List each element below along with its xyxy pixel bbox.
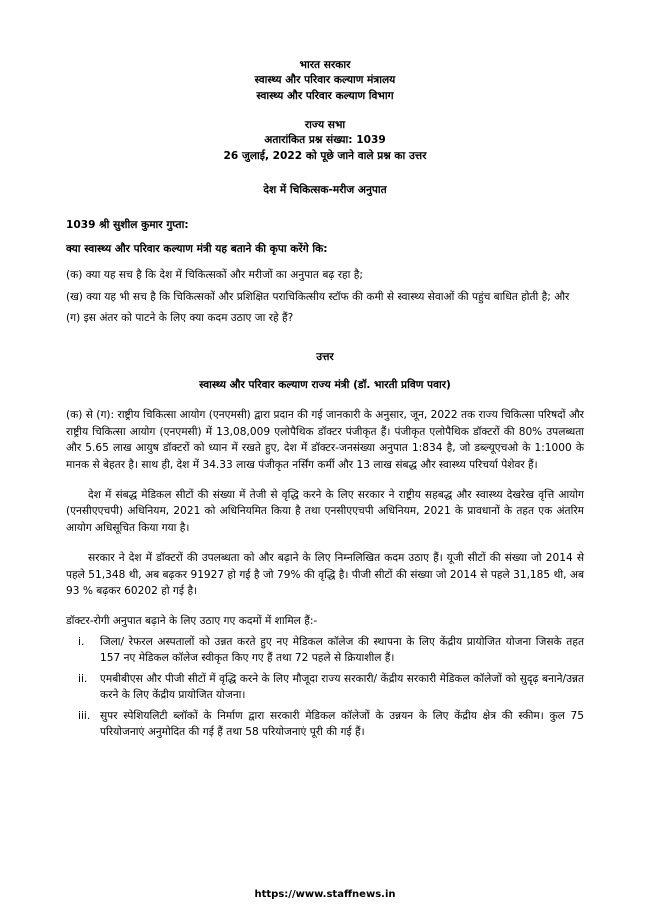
question-list — [66, 267, 584, 326]
list-item — [66, 634, 584, 667]
question-number-label: अतारांकित प्रश्न संख्या: 1039 — [264, 134, 386, 147]
list-item-number: ii. — [78, 672, 88, 685]
answer-date-line: 26 जुलाई, 2022 को पूछे जाने वाले प्रश्न का उत्तर — [223, 149, 427, 162]
list-item-text: एमबीबीएस और पीजी सीटों में वृद्धि करने के लिए मौजूदा राज्य सरकारी/ केंद्रीय सरकारी मेडिकल कॉलेजों को सुदृढ़ बनाने/उन्नत करने के लिए केंद्रीय प्रायोजित योजना। — [100, 672, 584, 702]
subject-title: देश में चिकित्सक-मरीज अनुपात — [263, 184, 387, 197]
question-kha: (ख) क्या यह भी सच है कि चिकित्सकों और प्रशिक्षित पराचिकित्सीय स्टॉफ की कमी से स्वास्थ्य सेवाओं की पहुंच बाधित होती है; और — [66, 290, 570, 303]
government-name: भारत सरकार — [299, 59, 351, 71]
question-ga: (ग) इस अंतर को पाटने के लिए क्या कदम उठाए जा रहे हैं? — [66, 312, 294, 325]
measures-list — [66, 634, 584, 740]
answer-paragraph-3: सरकार ने देश में डॉक्टरों की उपलब्धता को और बढ़ाने के लिए निम्नलिखित कदम उठाए हैं। यूजी सीटों की संख्या जो 2014 से पहले 51,348 थी, अब बढ़कर 91927 हो गई है जो 79% की वृद्धि है। पीजी सीटों की संख्या जो 2014 से पहले 31,185 थी, अब 93 % बढ़कर 60202 हो गई है। — [66, 552, 584, 598]
question-ka: (क) क्या यह सच है कि देश में चिकित्सकों और मरीजों का अनुपात बढ़ रहा है; — [66, 269, 363, 282]
letterhead — [66, 58, 584, 164]
list-item-number: iii. — [78, 709, 91, 722]
answer-heading: उत्तर — [316, 350, 334, 363]
list-item-number: i. — [78, 635, 85, 648]
department-name: स्वास्थ्य और परिवार कल्याण विभाग — [256, 89, 394, 102]
house-name: राज्य सभा — [304, 119, 346, 132]
answer-paragraph-2: देश में संबद्ध मेडिकल सीटों की संख्या में तेजी से वृद्धि करने के लिए सरकार ने राष्ट्रीय सहबद्ध और स्वास्थ्य देखरेख वृत्ति आयोग (एनसीएएचपी) अधिनियम, 2021 को अधिनियमित किया है तथा एनसीएएचपी अधिनियम, 2021 के प्रावधानों के तहत एक अंतरिम आयोग अधिसूचित किया गया है। — [66, 489, 584, 534]
list-item — [66, 708, 584, 741]
measures-intro: डॉक्टर-रोगी अनुपात बढ़ाने के लिए उठाए गए कदमों में शामिल हैं:- — [66, 615, 318, 628]
list-item-text: जिला/ रेफरल अस्पतालों को उन्नत करते हुए नए मेडिकल कॉलेज की स्थापना के लिए केंद्रीय प्रायोजित योजना जिसके तहत 157 नए मेडिकल कॉलेज स्वीकृत किए गए हैं तथा 72 पहले से क्रियाशील हैं। — [100, 635, 584, 665]
asker-line: 1039 श्री सुशील कुमार गुप्ता: — [66, 218, 189, 231]
footer-url[interactable]: https://www.staffnews.in — [254, 888, 396, 900]
list-item-text: सुपर स्पेशियलिटी ब्लॉकों के निर्माण द्वारा सरकारी मेडिकल कॉलेजों के उन्नयन के लिए केंद्रीय क्षेत्र की स्कीम। कुल 75 परियोजनाएं अनुमोदित की गई हैं तथा 58 परियोजनाएं पूरी की गई हैं। — [100, 709, 584, 738]
list-item — [66, 671, 584, 704]
ministry-name: स्वास्थ्य और परिवार कल्याण मंत्रालय — [254, 74, 396, 87]
ask-line: क्या स्वास्थ्य और परिवार कल्याण मंत्री यह बताने की कृपा करेंगे कि: — [66, 242, 328, 255]
minister-line: स्वास्थ्य और परिवार कल्याण राज्य मंत्री (डॉ. भारती प्रविण पवार) — [199, 379, 451, 391]
answer-paragraph-1: (क) से (ग): राष्ट्रीय चिकित्सा आयोग (एनएमसी) द्वारा प्रदान की गई जानकारी के अनुसार, जून, 2022 तक राज्य चिकित्सा परिषदों और राष्ट्रीय चिकित्सा आयोग (एनएमसी) में 13,08,009 एलोपैथिक डॉक्टर पंजीकृत हैं। पंजीकृत एलोपैथिक डॉक्टरों की 80% उपलब्धता और 5.65 लाख आयुष डॉक्टरों को ध्यान में रखते हुए, देश में डॉक्टर-जनसंख्या अनुपात 1:834 है, जो डब्ल्यूएचओ के 1:1000 के मानक से बेहतर है। साथ ही, देश में 34.33 लाख पंजीकृत नर्सिंग कर्मी और 13 लाख संबद्ध और स्वास्थ्य परिचर्या पेशेवर हैं। — [66, 409, 584, 471]
